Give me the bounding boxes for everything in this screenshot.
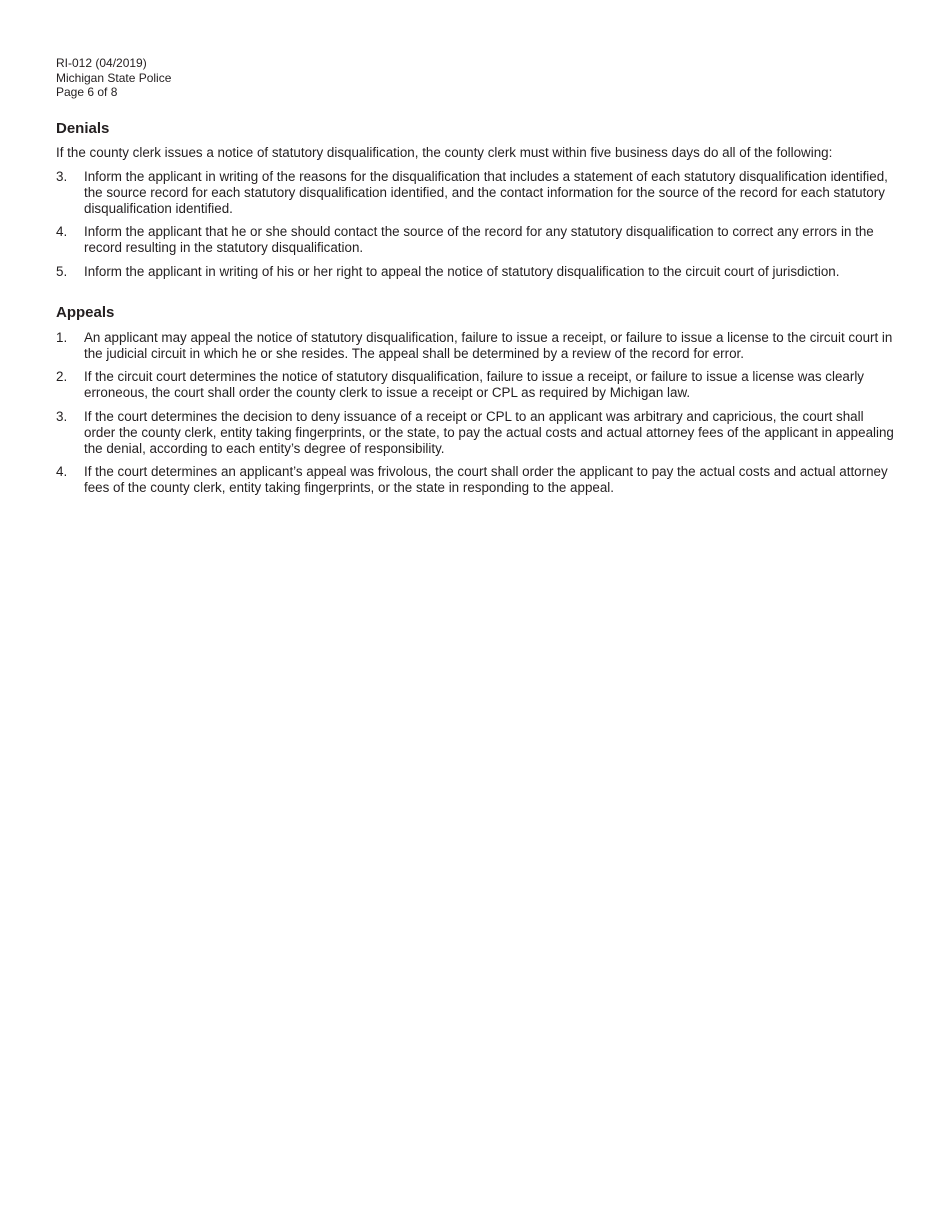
item-text: If the court determines an applicant’s appeal was frivolous, the court shall order the applicant to pay the actual costs and actual attorney fees of the county clerk, entity taking fingerprints, or the state in responding to the appeal. [84, 464, 888, 495]
list-item [56, 464, 896, 496]
item-number: 4. [56, 224, 68, 239]
appeals-section [56, 304, 896, 497]
list-item [56, 369, 896, 401]
appeals-heading: Appeals [56, 303, 115, 321]
list-item [56, 264, 896, 280]
item-number: 5. [56, 263, 68, 279]
item-text: If the court determines the decision to deny issuance of a receipt or CPL to an applicant was arbitrary and capricious, the court shall order the county clerk, entity taking fingerprints, or the state, to pay the actual costs and actual attorney fees of the applicant in appealing the denial, according to each entity’s degree of responsibility. [84, 408, 894, 456]
denials-section [56, 120, 896, 280]
item-number: 4. [56, 464, 68, 479]
list-item [56, 169, 896, 217]
item-number: 1. [56, 329, 68, 345]
item-text: An applicant may appeal the notice of statutory disqualification, failure to issue a receipt, or failure to issue a license to the circuit court in the judicial circuit in which he or she resides. The appeal shall be determined by a review of the record for error. [84, 329, 893, 361]
item-text: Inform the applicant that he or she should contact the source of the record for any statutory disqualification to correct any errors in the record resulting in the statutory disqualification. [84, 224, 874, 255]
list-item [56, 330, 896, 362]
form-id: RI-012 (04/2019) [56, 56, 147, 70]
item-number: 3. [56, 168, 68, 184]
denials-heading: Denials [56, 119, 110, 137]
item-text: Inform the applicant in writing of his or her right to appeal the notice of statutory disqualification to the circuit court of jurisdiction. [84, 263, 840, 279]
appeals-list [56, 330, 896, 497]
agency-name: Michigan State Police [56, 70, 172, 85]
item-number: 2. [56, 369, 68, 384]
item-text: Inform the applicant in writing of the reasons for the disqualification that includes a statement of each statutory disqualification identified, the source record for each statutory disqualification identified, and the contact information for the source of the record for each statutory disqualification identified. [84, 168, 888, 216]
document-page [56, 56, 896, 504]
item-number: 3. [56, 408, 68, 424]
list-item [56, 409, 896, 457]
denials-list [56, 169, 896, 280]
list-item [56, 224, 896, 256]
document-header [56, 56, 896, 100]
item-text: If the circuit court determines the notice of statutory disqualification, failure to issue a receipt, or failure to issue a license was clearly erroneous, the court shall order the county clerk to issue a receipt or CPL as required by Michigan law. [84, 369, 865, 400]
denials-intro: If the county clerk issues a notice of statutory disqualification, the county clerk must within five business days do all of the following: [56, 144, 833, 160]
page-number: Page 6 of 8 [56, 85, 118, 99]
